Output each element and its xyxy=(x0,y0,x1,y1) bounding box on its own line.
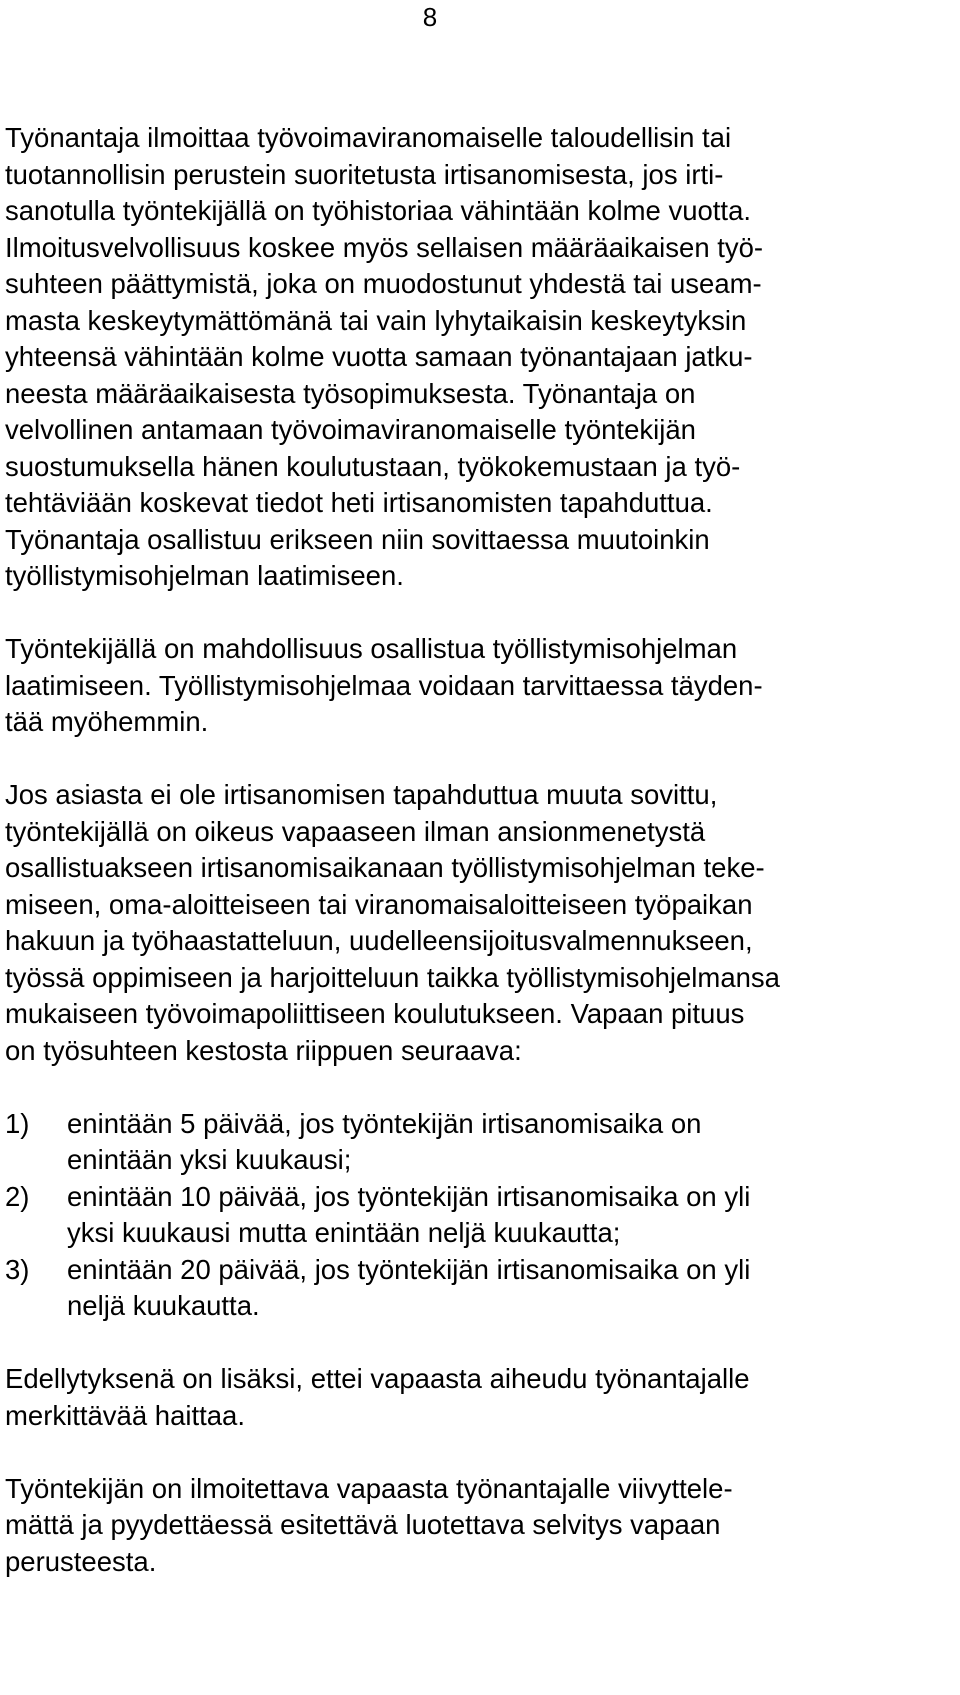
text-line: suostumuksella hänen koulutustaan, työkokemustaan ja työ- xyxy=(5,450,741,482)
text-line: tehtäviään koskevat tiedot heti irtisanomisten tapahduttua. xyxy=(5,487,713,518)
text-line: hakuun ja työhaastatteluun, uudelleensijoitusvalmennukseen, xyxy=(5,925,753,956)
text-line: Ilmoitusvelvollisuus koskee myös sellaisen määräaikaisen työ- xyxy=(5,231,764,263)
text-line: Työnantaja osallistuu erikseen niin sovittaessa muutoinkin xyxy=(5,523,710,555)
page-number: 8 xyxy=(422,2,438,32)
paragraph-employee-participation xyxy=(5,631,953,741)
text-line: merkittävää haittaa. xyxy=(5,1399,245,1431)
text-line: masta keskeytymättömänä tai vain lyhytaikaisin keskeytyksin xyxy=(5,304,747,336)
text-line: sanotulla työntekijällä on työhistoriaa vähintään kolme vuotta. xyxy=(5,195,752,226)
text-line: Työnantaja ilmoittaa työvoimaviranomaiselle taloudellisin tai xyxy=(5,122,732,153)
text-line: suhteen päättymistä, joka on muodostunut yhdestä tai useam- xyxy=(5,268,762,299)
list-item xyxy=(5,1252,953,1325)
text-line: työllistymisohjelman laatimiseen. xyxy=(5,560,404,591)
text-line: tää myöhemmin. xyxy=(5,706,209,737)
list-number: 3) xyxy=(5,1253,30,1285)
text-line: työntekijällä on oikeus vapaaseen ilman ansionmenetystä xyxy=(5,815,706,847)
text-line: mukaiseen työvoimapoliittiseen koulutukseen. Vapaan pituus xyxy=(5,998,745,1029)
paragraph-condition xyxy=(5,1361,953,1434)
text-line: perusteesta. xyxy=(5,1545,157,1577)
text-line: Työntekijän on ilmoitettava vapaasta työnantajalle viivyttele- xyxy=(5,1472,733,1504)
text-line: enintään 5 päivää, jos työntekijän irtisanomisaika on xyxy=(67,1107,702,1139)
text-line: miseen, oma-aloitteiseen tai viranomaisaloitteiseen työpaikan xyxy=(5,888,753,920)
text-line: mättä ja pyydettäessä esitettävä luotettava selvitys vapaan xyxy=(5,1509,721,1540)
text-line: enintään yksi kuukausi; xyxy=(67,1144,352,1175)
paragraph-notification-duty xyxy=(5,1471,953,1581)
list-number: 2) xyxy=(5,1180,30,1212)
list-item xyxy=(5,1106,953,1179)
text-line: laatimiseen. Työllistymisohjelmaa voidaan tarvittaessa täyden- xyxy=(5,669,763,701)
paragraph-employer-notification xyxy=(5,120,953,595)
list-item xyxy=(5,1179,953,1252)
text-line: osallistuakseen irtisanomisaikanaan työllistymisohjelman teke- xyxy=(5,852,765,883)
text-line: enintään 10 päivää, jos työntekijän irtisanomisaika on yli xyxy=(67,1180,751,1212)
text-line: Edellytyksenä on lisäksi, ettei vapaasta aiheudu työnantajalle xyxy=(5,1363,750,1394)
list-number: 1) xyxy=(5,1107,30,1139)
text-line: Työntekijällä on mahdollisuus osallistua työllistymisohjelman xyxy=(5,633,738,664)
paragraph-leave-right xyxy=(5,777,953,1069)
text-line: on työsuhteen kestosta riippuen seuraava: xyxy=(5,1034,522,1066)
text-line: neljä kuukautta. xyxy=(67,1290,260,1321)
text-line: enintään 20 päivää, jos työntekijän irtisanomisaika on yli xyxy=(67,1253,751,1285)
text-line: yhteensä vähintään kolme vuotta samaan työnantajaan jatku- xyxy=(5,341,753,372)
text-line: yksi kuukausi mutta enintään neljä kuukautta; xyxy=(67,1217,621,1248)
text-line: neesta määräaikaisesta työsopimuksesta. Työnantaja on xyxy=(5,377,696,409)
text-line: velvollinen antamaan työvoimaviranomaiselle työntekijän xyxy=(5,414,696,445)
text-line: tuotannollisin perustein suoritetusta irtisanomisesta, jos irti- xyxy=(5,158,724,190)
text-line: työssä oppimiseen ja harjoitteluun taikka työllistymisohjelmansa xyxy=(5,961,780,993)
text-line: Jos asiasta ei ole irtisanomisen tapahduttua muuta sovittu, xyxy=(5,779,718,810)
document-body xyxy=(5,120,953,1617)
leave-duration-list xyxy=(5,1106,953,1325)
